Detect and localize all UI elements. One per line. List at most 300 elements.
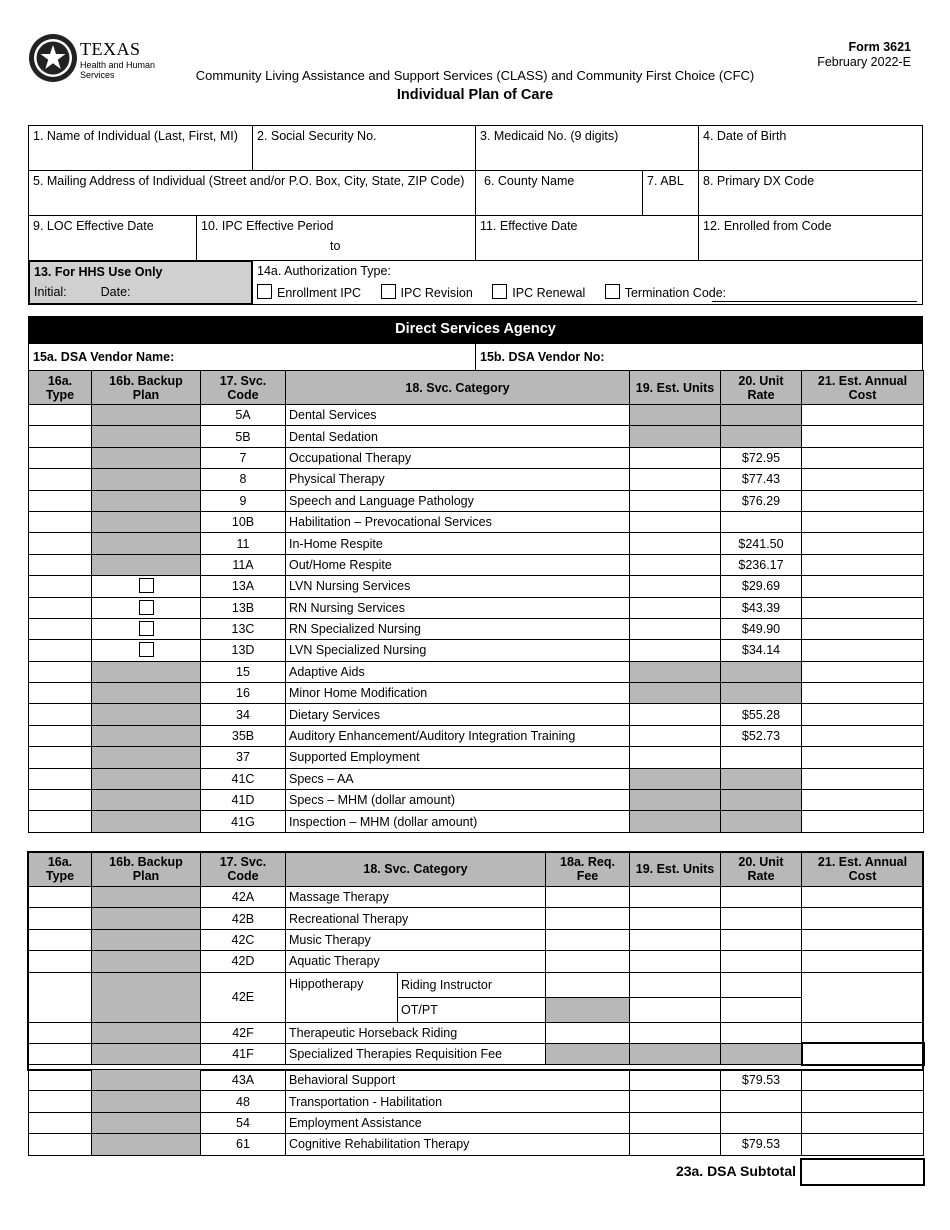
authorization-type — [252, 260, 923, 305]
backup-plan-cell — [92, 490, 201, 511]
unit-rate: $72.95 — [721, 447, 802, 468]
svc-category: RN Nursing Services — [286, 597, 630, 618]
unit-rate: $241.50 — [721, 533, 802, 554]
svc-category: LVN Specialized Nursing — [286, 640, 630, 661]
unit-rate: $49.90 — [721, 618, 802, 639]
est-annual-cost-cell[interactable] — [802, 554, 924, 575]
unit-rate-cell[interactable] — [721, 951, 802, 972]
est-units-cell[interactable] — [630, 725, 721, 746]
table-row — [29, 661, 924, 682]
type-cell[interactable] — [29, 533, 92, 554]
unit-rate — [721, 1112, 802, 1133]
type-cell[interactable] — [29, 747, 92, 768]
svc-code: 35B — [201, 725, 286, 746]
field-enrolled-code[interactable]: 12. Enrolled from Code — [698, 215, 923, 261]
svc-category: Specs – AA — [286, 768, 630, 789]
unit-rate: $79.53 — [721, 1070, 802, 1091]
est-units-cell — [630, 768, 721, 789]
type-cell[interactable] — [29, 661, 92, 682]
est-annual-cost-cell[interactable] — [802, 661, 924, 682]
ipc-period-to: to — [330, 239, 341, 253]
field-effective-date[interactable]: 11. Effective Date — [475, 215, 699, 261]
backup-plan-cell — [92, 790, 201, 811]
unit-rate — [721, 790, 802, 811]
est-annual-cost-cell[interactable] — [802, 1022, 924, 1043]
type-cell[interactable] — [29, 490, 92, 511]
est-annual-cost-cell[interactable] — [802, 640, 924, 661]
service-table-2 — [28, 851, 925, 1066]
req-fee-cell[interactable] — [546, 951, 630, 972]
svc-category: Supported Employment — [286, 747, 630, 768]
backup-plan-cell — [92, 661, 201, 682]
col-rate: 20. Unit Rate — [721, 852, 802, 887]
est-units-cell[interactable] — [630, 1070, 721, 1091]
type-cell[interactable] — [29, 1112, 92, 1133]
svc-category: Specialized Therapies Requisition Fee — [286, 1043, 546, 1064]
svc-code: 48 — [201, 1091, 286, 1112]
svc-code: 34 — [201, 704, 286, 725]
est-annual-cost-cell[interactable] — [802, 447, 924, 468]
dsa-vendor-no[interactable]: 15b. DSA Vendor No: — [475, 343, 923, 371]
type-cell[interactable] — [29, 972, 92, 1022]
est-units-cell[interactable] — [630, 533, 721, 554]
svc-code: 5A — [201, 405, 286, 426]
unit-rate-cell — [721, 1043, 802, 1064]
backup-plan-cell[interactable] — [92, 576, 201, 597]
est-annual-cost-cell[interactable] — [802, 747, 924, 768]
unit-rate: $29.69 — [721, 576, 802, 597]
est-units-cell — [630, 811, 721, 832]
est-units-cell[interactable] — [630, 511, 721, 532]
checkbox[interactable] — [257, 284, 272, 299]
unit-rate: $34.14 — [721, 640, 802, 661]
est-units-cell[interactable] — [630, 908, 721, 929]
form-date: February 2022-E — [817, 55, 911, 69]
est-annual-cost-cell[interactable] — [802, 972, 924, 1022]
svc-code: 43A — [201, 1070, 286, 1091]
svc-category: In-Home Respite — [286, 533, 630, 554]
svc-code: 37 — [201, 747, 286, 768]
table-row — [29, 405, 924, 426]
field-loc-date[interactable]: 9. LOC Effective Date — [28, 215, 197, 261]
svc-category: Habilitation – Prevocational Services — [286, 511, 630, 532]
est-units-cell[interactable] — [630, 576, 721, 597]
svc-code: 42C — [201, 929, 286, 950]
logo-name: TEXAS — [80, 39, 141, 59]
est-annual-cost-cell[interactable] — [802, 533, 924, 554]
req-fee-cell — [546, 1043, 630, 1064]
svc-category: Aquatic Therapy — [286, 951, 546, 972]
svc-code: 13B — [201, 597, 286, 618]
table-row — [29, 1112, 924, 1133]
termination-code-line[interactable] — [712, 301, 917, 302]
type-cell[interactable] — [29, 704, 92, 725]
est-annual-cost-cell[interactable] — [802, 511, 924, 532]
table-row — [29, 533, 924, 554]
table-row — [29, 929, 924, 950]
est-annual-cost-cell[interactable] — [802, 908, 924, 929]
col-annual: 21. Est. Annual Cost — [802, 852, 924, 887]
backup-plan-checkbox[interactable] — [139, 600, 154, 615]
svc-category: Physical Therapy — [286, 469, 630, 490]
unit-rate: $52.73 — [721, 725, 802, 746]
est-units-cell — [630, 790, 721, 811]
type-cell[interactable] — [29, 1134, 92, 1155]
col-code: 17. Svc. Code — [201, 371, 286, 405]
unit-rate — [721, 661, 802, 682]
table-row — [29, 811, 924, 832]
table-row — [29, 1070, 924, 1091]
hhs-date-label: Date: — [100, 285, 131, 299]
est-annual-cost-cell[interactable] — [802, 426, 924, 447]
col-backup: 16b. Backup Plan — [92, 852, 201, 887]
est-annual-cost-cell[interactable] — [802, 790, 924, 811]
est-units-cell[interactable] — [630, 1022, 721, 1043]
table-row — [29, 576, 924, 597]
est-annual-cost-cell[interactable] — [802, 951, 924, 972]
est-units-cell[interactable] — [630, 747, 721, 768]
col-backup: 16b. Backup Plan — [92, 371, 201, 405]
type-cell[interactable] — [29, 908, 92, 929]
est-annual-cost-cell[interactable] — [802, 725, 924, 746]
est-units-cell — [630, 661, 721, 682]
backup-plan-cell — [92, 951, 201, 972]
hhs-use-only — [28, 260, 253, 305]
backup-plan-checkbox[interactable] — [139, 621, 154, 636]
backup-plan-checkbox[interactable] — [139, 578, 154, 593]
table-row — [29, 1043, 924, 1064]
backup-plan-cell — [92, 768, 201, 789]
unit-rate — [721, 683, 802, 704]
est-units-cell[interactable] — [630, 887, 721, 908]
col-req-fee: 18a. Req. Fee — [546, 852, 630, 887]
req-fee-cell[interactable] — [546, 972, 630, 997]
svc-category: Auditory Enhancement/Auditory Integration Training — [286, 725, 630, 746]
svc-category: Therapeutic Horseback Riding — [286, 1022, 546, 1043]
table-row — [29, 1134, 924, 1155]
type-cell[interactable] — [29, 1043, 92, 1064]
field-dob[interactable]: 4. Date of Birth — [698, 125, 923, 171]
est-units-cell[interactable] — [630, 1112, 721, 1133]
req-fee-cell[interactable] — [546, 887, 630, 908]
hhs-use-label: 13. For HHS Use Only — [34, 265, 163, 279]
svc-code: 54 — [201, 1112, 286, 1133]
est-annual-cost-cell[interactable] — [802, 768, 924, 789]
svc-code: 13D — [201, 640, 286, 661]
backup-plan-cell — [92, 469, 201, 490]
svc-category: Dental Sedation — [286, 426, 630, 447]
est-annual-cost-cell[interactable] — [802, 1091, 924, 1112]
type-cell[interactable] — [29, 576, 92, 597]
service-table-3 — [28, 1069, 924, 1156]
est-units-cell[interactable] — [630, 972, 721, 997]
unit-rate-cell[interactable] — [721, 887, 802, 908]
backup-plan-cell — [92, 426, 201, 447]
svc-category: Out/Home Respite — [286, 554, 630, 575]
backup-plan-cell — [92, 811, 201, 832]
type-cell[interactable] — [29, 790, 92, 811]
backup-plan-cell[interactable] — [92, 597, 201, 618]
svc-category: Hippotherapy — [286, 972, 398, 1022]
est-annual-cost-cell[interactable] — [802, 469, 924, 490]
type-cell[interactable] — [29, 618, 92, 639]
backup-plan-cell — [92, 1112, 201, 1133]
backup-plan-checkbox[interactable] — [139, 642, 154, 657]
est-annual-cost-cell[interactable] — [802, 490, 924, 511]
svc-category: Inspection – MHM (dollar amount) — [286, 811, 630, 832]
type-cell[interactable] — [29, 811, 92, 832]
est-units-cell[interactable] — [630, 1091, 721, 1112]
backup-plan-cell — [92, 1070, 201, 1091]
svc-category: Employment Assistance — [286, 1112, 630, 1133]
unit-rate: $55.28 — [721, 704, 802, 725]
col-type: 16a. Type — [29, 852, 92, 887]
est-annual-cost-cell[interactable] — [802, 576, 924, 597]
table-row — [29, 618, 924, 639]
svc-code: 11 — [201, 533, 286, 554]
table-row — [29, 426, 924, 447]
est-annual-cost-cell[interactable] — [802, 1043, 924, 1064]
field-address[interactable]: 5. Mailing Address of Individual (Street and/or P.O. Box, City, State, ZIP Code) — [28, 170, 476, 216]
svc-code: 5B — [201, 426, 286, 447]
req-fee-cell[interactable] — [546, 1022, 630, 1043]
backup-plan-cell — [92, 747, 201, 768]
unit-rate — [721, 405, 802, 426]
backup-plan-cell — [92, 405, 201, 426]
unit-rate: $76.29 — [721, 490, 802, 511]
field-name[interactable]: 1. Name of Individual (Last, First, MI) — [28, 125, 253, 171]
svc-category: Massage Therapy — [286, 887, 546, 908]
unit-rate-cell[interactable] — [721, 972, 802, 997]
table-row — [29, 887, 924, 908]
svc-code: 13A — [201, 576, 286, 597]
est-units-cell[interactable] — [630, 997, 721, 1022]
unit-rate — [721, 1091, 802, 1112]
checkbox[interactable] — [381, 284, 396, 299]
unit-rate — [721, 768, 802, 789]
svc-category: Cognitive Rehabilitation Therapy — [286, 1134, 630, 1155]
field-county[interactable]: 6. County Name — [475, 170, 643, 216]
auth-renewal-option[interactable]: IPC Renewal — [492, 286, 585, 300]
hhs-initial-label: Initial: — [34, 285, 67, 299]
svc-category: Music Therapy — [286, 929, 546, 950]
unit-rate — [721, 511, 802, 532]
checkbox[interactable] — [605, 284, 620, 299]
auth-enrollment-option[interactable]: Enrollment IPC — [257, 286, 361, 300]
col-rate: 20. Unit Rate — [721, 371, 802, 405]
backup-plan-cell — [92, 887, 201, 908]
est-annual-cost-cell[interactable] — [802, 1112, 924, 1133]
page-title: Individual Plan of Care — [396, 87, 554, 103]
type-cell[interactable] — [29, 640, 92, 661]
svc-code: 8 — [201, 469, 286, 490]
table-row — [29, 490, 924, 511]
svc-category: Specs – MHM (dollar amount) — [286, 790, 630, 811]
req-fee-cell[interactable] — [546, 929, 630, 950]
type-cell[interactable] — [29, 683, 92, 704]
est-annual-cost-cell[interactable] — [802, 887, 924, 908]
table-row — [29, 951, 924, 972]
unit-rate-cell[interactable] — [721, 929, 802, 950]
est-annual-cost-cell[interactable] — [802, 1134, 924, 1155]
est-annual-cost-cell[interactable] — [802, 597, 924, 618]
field-medicaid[interactable]: 3. Medicaid No. (9 digits) — [475, 125, 699, 171]
auth-termination-option[interactable]: Termination Code: — [605, 286, 726, 300]
est-annual-cost-cell[interactable] — [802, 405, 924, 426]
col-type: 16a. Type — [29, 371, 92, 405]
unit-rate: $236.17 — [721, 554, 802, 575]
backup-plan-cell — [92, 908, 201, 929]
unit-rate — [721, 811, 802, 832]
est-units-cell — [630, 1043, 721, 1064]
form-number — [817, 40, 911, 70]
type-cell[interactable] — [29, 725, 92, 746]
backup-plan-cell — [92, 1022, 201, 1043]
form-subtitle: Community Living Assistance and Support Services (CLASS) and Community First Choice (CFC) — [195, 68, 755, 83]
svc-category: Minor Home Modification — [286, 683, 630, 704]
type-cell[interactable] — [29, 554, 92, 575]
backup-plan-cell — [92, 554, 201, 575]
svc-category: Transportation - Habilitation — [286, 1091, 630, 1112]
svc-code: 11A — [201, 554, 286, 575]
type-cell[interactable] — [29, 426, 92, 447]
table-row — [29, 554, 924, 575]
field-ipc-period[interactable]: 10. IPC Effective Period to — [196, 215, 476, 261]
svc-code: 42F — [201, 1022, 286, 1043]
unit-rate: $77.43 — [721, 469, 802, 490]
backup-plan-cell[interactable] — [92, 618, 201, 639]
est-annual-cost-cell[interactable] — [802, 704, 924, 725]
unit-rate-cell[interactable] — [721, 997, 802, 1022]
col-category: 18. Svc. Category — [286, 852, 546, 887]
backup-plan-cell — [92, 725, 201, 746]
req-fee-cell — [546, 997, 630, 1022]
backup-plan-cell — [92, 511, 201, 532]
sub-category: Riding Instructor — [398, 972, 546, 997]
backup-plan-cell — [92, 929, 201, 950]
table-row — [29, 469, 924, 490]
dsa-subtotal-field[interactable] — [800, 1158, 925, 1186]
table-row — [29, 511, 924, 532]
est-units-cell[interactable] — [630, 640, 721, 661]
req-fee-cell[interactable] — [546, 908, 630, 929]
backup-plan-cell — [92, 1134, 201, 1155]
type-cell[interactable] — [29, 887, 92, 908]
svc-code: 42B — [201, 908, 286, 929]
est-annual-cost-cell[interactable] — [802, 1070, 924, 1091]
est-annual-cost-cell[interactable] — [802, 683, 924, 704]
est-units-cell[interactable] — [630, 1134, 721, 1155]
table-row — [29, 768, 924, 789]
dsa-vendor-name[interactable]: 15a. DSA Vendor Name: — [28, 343, 476, 371]
type-cell[interactable] — [29, 768, 92, 789]
backup-plan-cell[interactable] — [92, 640, 201, 661]
est-units-cell — [630, 426, 721, 447]
svc-code: 61 — [201, 1134, 286, 1155]
backup-plan-cell — [92, 704, 201, 725]
type-cell[interactable] — [29, 1022, 92, 1043]
table-row — [29, 640, 924, 661]
checkbox[interactable] — [492, 284, 507, 299]
type-cell[interactable] — [29, 1070, 92, 1091]
unit-rate: $79.53 — [721, 1134, 802, 1155]
svc-code: 42E — [201, 972, 286, 1022]
est-units-cell[interactable] — [630, 554, 721, 575]
unit-rate: $43.39 — [721, 597, 802, 618]
type-cell[interactable] — [29, 405, 92, 426]
svc-code: 42A — [201, 887, 286, 908]
auth-revision-option[interactable]: IPC Revision — [381, 286, 473, 300]
est-units-cell[interactable] — [630, 704, 721, 725]
auth-type-label: 14a. Authorization Type: — [257, 264, 391, 278]
field-ssn[interactable]: 2. Social Security No. — [252, 125, 476, 171]
type-cell[interactable] — [29, 597, 92, 618]
svc-code: 15 — [201, 661, 286, 682]
table-row — [29, 597, 924, 618]
table-row — [29, 1091, 924, 1112]
type-cell[interactable] — [29, 511, 92, 532]
type-cell[interactable] — [29, 1091, 92, 1112]
svc-code: 10B — [201, 511, 286, 532]
table-row — [29, 447, 924, 468]
col-category: 18. Svc. Category — [286, 371, 630, 405]
est-annual-cost-cell[interactable] — [802, 618, 924, 639]
field-dx-code[interactable]: 8. Primary DX Code — [698, 170, 923, 216]
svc-code: 41F — [201, 1043, 286, 1064]
est-units-cell[interactable] — [630, 951, 721, 972]
field-abl[interactable]: 7. ABL — [642, 170, 699, 216]
svc-code: 16 — [201, 683, 286, 704]
est-units-cell[interactable] — [630, 490, 721, 511]
backup-plan-cell — [92, 1091, 201, 1112]
logo-subtitle: Health and Human Services — [80, 60, 156, 80]
type-cell[interactable] — [29, 447, 92, 468]
col-code: 17. Svc. Code — [201, 852, 286, 887]
table-row — [29, 1022, 924, 1043]
hippotherapy-row — [29, 972, 924, 997]
type-cell[interactable] — [29, 469, 92, 490]
est-units-cell — [630, 683, 721, 704]
svc-code: 41C — [201, 768, 286, 789]
unit-rate-cell[interactable] — [721, 1022, 802, 1043]
table-row — [29, 747, 924, 768]
type-cell[interactable] — [29, 951, 92, 972]
col-units: 19. Est. Units — [630, 852, 721, 887]
est-units-cell[interactable] — [630, 618, 721, 639]
service-table-1 — [28, 370, 924, 833]
svc-code: 7 — [201, 447, 286, 468]
svc-category: RN Specialized Nursing — [286, 618, 630, 639]
est-annual-cost-cell[interactable] — [802, 929, 924, 950]
col-units: 19. Est. Units — [630, 371, 721, 405]
est-units-cell[interactable] — [630, 447, 721, 468]
table-row — [29, 908, 924, 929]
type-cell[interactable] — [29, 929, 92, 950]
est-annual-cost-cell[interactable] — [802, 811, 924, 832]
table-row — [29, 725, 924, 746]
svc-category: Dietary Services — [286, 704, 630, 725]
svc-code: 41D — [201, 790, 286, 811]
est-units-cell[interactable] — [630, 929, 721, 950]
unit-rate — [721, 426, 802, 447]
backup-plan-cell — [92, 683, 201, 704]
svc-code: 13C — [201, 618, 286, 639]
est-units-cell[interactable] — [630, 469, 721, 490]
unit-rate-cell[interactable] — [721, 908, 802, 929]
est-units-cell — [630, 405, 721, 426]
svc-code: 41G — [201, 811, 286, 832]
est-units-cell[interactable] — [630, 597, 721, 618]
